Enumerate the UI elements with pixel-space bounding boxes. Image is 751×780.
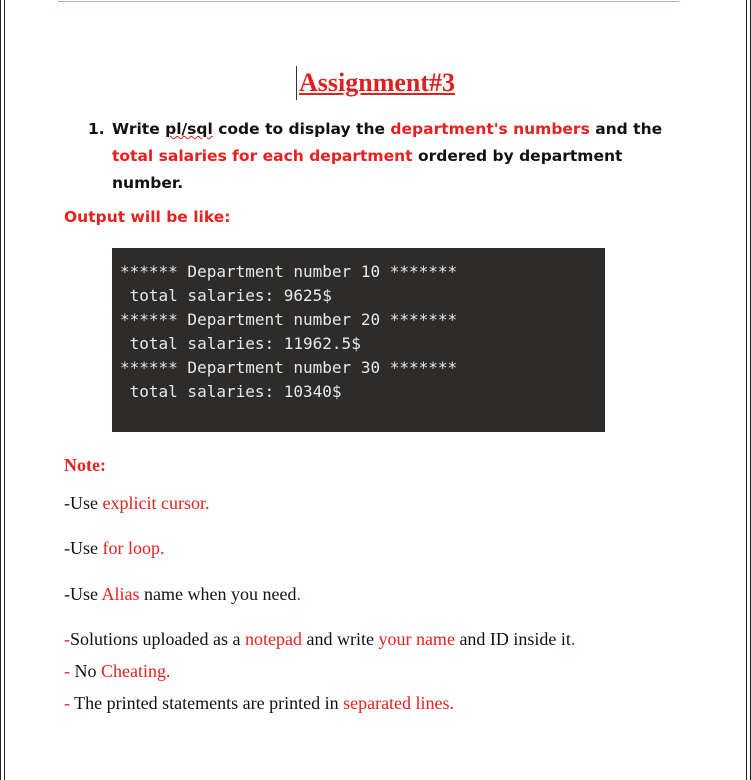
note-item xyxy=(64,661,171,682)
question-highlight-total-salaries: total salaries for each department xyxy=(112,147,413,165)
output-label: Output will be like: xyxy=(64,208,231,226)
note-item xyxy=(64,629,575,650)
question-part: and the xyxy=(589,120,663,138)
note-highlight: your name xyxy=(378,629,455,649)
note-highlight: - xyxy=(64,693,75,713)
note-highlight: - xyxy=(64,661,75,681)
console-line: ****** Department number 30 ******* xyxy=(120,358,458,377)
question-part: ordered by department number. xyxy=(112,147,623,192)
question-text xyxy=(112,116,682,197)
question-highlight-dept-numbers: department's numbers xyxy=(390,120,590,138)
note-item xyxy=(64,584,301,605)
console-line: total salaries: 10340$ xyxy=(120,382,342,401)
note-text: -Use xyxy=(64,538,103,558)
note-highlight: explicit cursor. xyxy=(102,493,210,513)
note-text: -Use xyxy=(64,493,103,513)
note-highlight: . xyxy=(296,584,301,604)
page-border-right xyxy=(746,0,751,780)
question-number: 1. xyxy=(88,120,105,138)
note-text: name when you need xyxy=(139,584,297,604)
note-highlight: separated lines. xyxy=(343,693,455,713)
console-line: total salaries: 11962.5$ xyxy=(120,334,361,353)
note-highlight: notepad xyxy=(244,629,302,649)
note-text: No xyxy=(74,661,101,681)
note-highlight: Alias xyxy=(101,584,140,604)
console-output xyxy=(112,248,605,432)
note-text: The printed statements are printed in xyxy=(74,693,344,713)
page-border-left xyxy=(0,0,5,780)
question-part: Write xyxy=(112,120,166,138)
note-text: and ID inside it xyxy=(454,629,571,649)
header-rule xyxy=(58,1,679,2)
note-highlight: Cheating. xyxy=(101,661,171,681)
note-item xyxy=(64,538,165,559)
note-highlight: . xyxy=(570,629,576,649)
console-line: ****** Department number 10 ******* xyxy=(120,262,458,281)
note-title: Note: xyxy=(64,455,106,475)
note-text: and write xyxy=(301,629,379,649)
note-text: -Use xyxy=(64,584,102,604)
note-item xyxy=(64,693,454,714)
question-keyword-plsql: pl/sql xyxy=(165,120,213,138)
assignment-title: Assignment#3 xyxy=(296,66,455,100)
note-highlight: for loop. xyxy=(102,538,165,558)
console-line: ****** Department number 20 ******* xyxy=(120,310,458,329)
note-item xyxy=(64,493,209,514)
console-line: total salaries: 9625$ xyxy=(120,286,332,305)
question-part: code to display the xyxy=(212,120,391,138)
note-highlight: - xyxy=(64,629,70,649)
note-text: Solutions uploaded as a xyxy=(70,629,245,649)
